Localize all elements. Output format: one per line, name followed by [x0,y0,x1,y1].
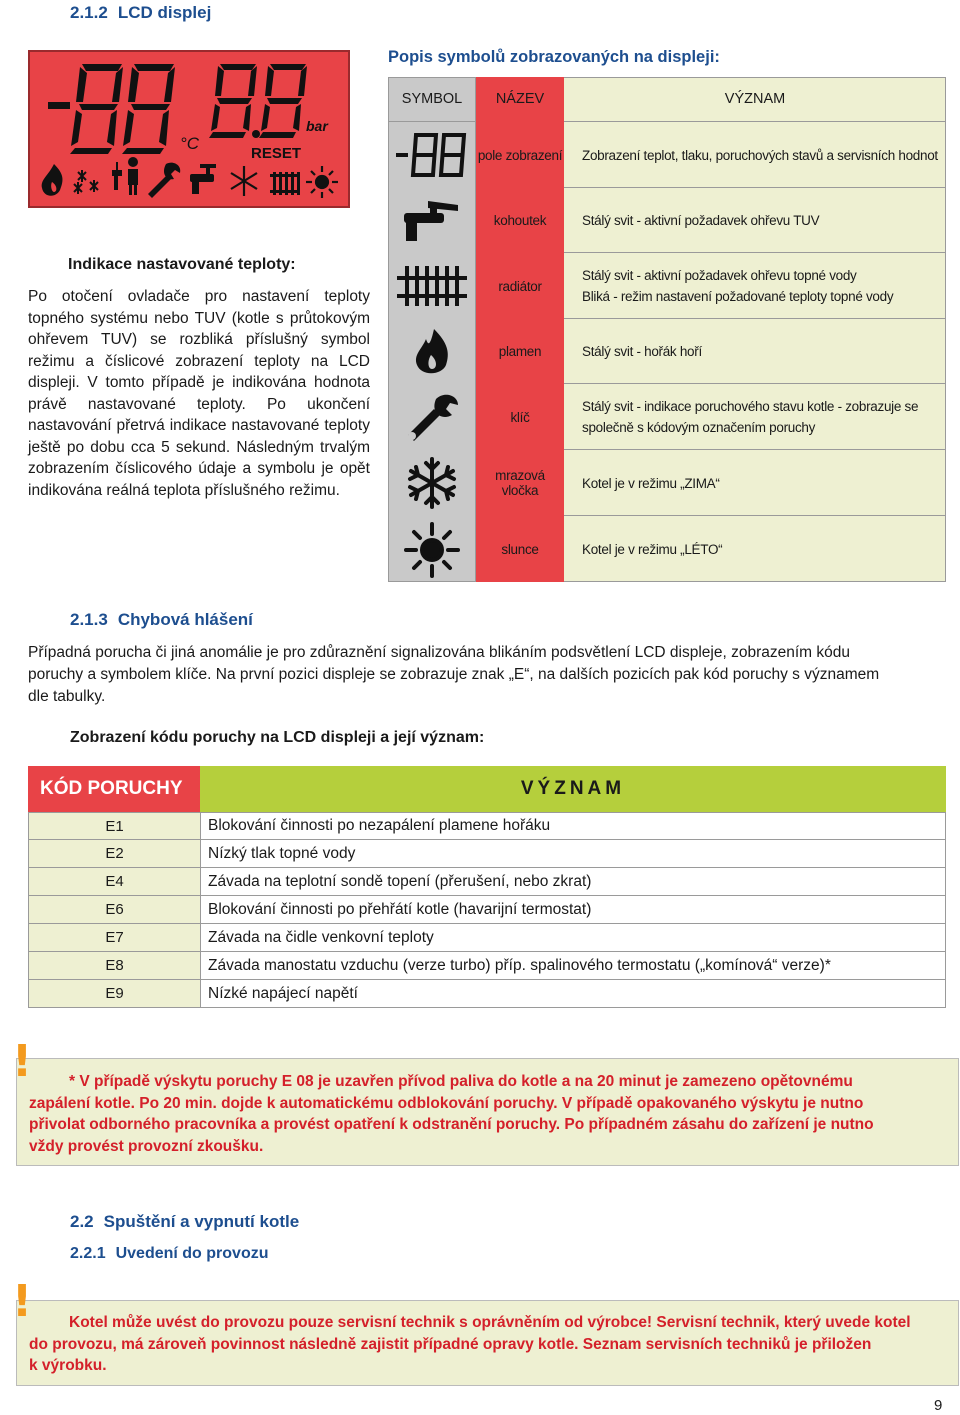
lcd-tap-person-icon [112,157,138,195]
error-code: E8 [29,952,201,979]
error-desc: Závada na čidle venkovní teploty [208,928,434,946]
meaning-line: Stálý svit - aktivní požadavek ohřevu topné vody [582,268,857,283]
symbol-table [388,77,946,582]
lcd-wrench-icon [148,163,180,198]
warning-text [29,1312,947,1377]
error-code: E6 [29,896,201,923]
lcd-digit-2 [122,64,175,154]
error-code: E7 [29,924,201,951]
lcd-sun-icon [306,166,338,198]
symbol-meaning [582,451,942,515]
meaning-line: Zobrazení teplot, tlaku, poruchových stavů a servisních hodnot [582,147,938,163]
section-number: 2.2 [70,1212,94,1231]
header-meaning: VÝZNAM [724,91,786,107]
warning-line: Kotel může uvést do provozu pouze servisní technik s oprávněním od výrobce! Servisní technik, který uvede kotel [69,1314,911,1331]
section-title: LCD displej [117,3,212,22]
row-divider [564,515,946,516]
lcd-icon-strip [42,157,338,198]
meaning-line: Stálý svit - indikace poruchového stavu kotle - zobrazuje se [582,399,919,414]
meaning-line: Stálý svit - hořák hoří [582,344,702,359]
error-description [28,642,948,708]
tap-icon [388,189,476,252]
error-desc: Blokování činnosti po přehřátí kotle (havarijní termostat) [208,900,592,918]
table-row [28,952,946,980]
warning-line: přivolat odborného pracovníka a provést opatření k odstranění poruchy. Po případném zásahu do zařízení je nutno [29,1116,874,1133]
section-heading-22 [70,1212,299,1232]
row-divider [564,252,946,253]
section-number: 2.1.2 [70,3,108,22]
header-code: KÓD PORUCHY [28,766,200,812]
header-meaning: VÝZNAM [200,766,946,812]
warning-line: zapálení kotle. Po 20 min. dojde k automatickému odblokování poruchy. V případě opakovaného výskytu je nutno [29,1094,864,1112]
row-divider [388,121,476,122]
symbol-meaning [582,385,942,449]
lcd-illustration [30,52,352,210]
symbol-name: pole zobrazení [477,147,563,163]
lcd-digit-1 [70,64,123,154]
section-heading-213 [70,610,253,630]
lcd-radiator-icon [270,172,300,195]
warning-line: vždy provést provozní zkoušku. [29,1137,264,1155]
symbol-meaning [582,517,942,582]
sun-icon [388,517,476,582]
snowflake-icon [388,451,476,515]
row-divider [564,449,946,450]
flame-icon [388,320,476,383]
digits-icon [388,123,476,187]
section-title: Spuštění a vypnutí kotle [103,1212,300,1231]
warning-text [29,1071,947,1157]
meaning-line: Kotel je v režimu „LÉTO“ [582,542,723,557]
warning-box-e08 [16,1058,959,1166]
text-line: dle tabulky. [28,688,106,705]
meaning-line: Kotel je v režimu „ZIMA“ [582,475,720,491]
table-row [28,980,946,1008]
table-row [28,896,946,924]
section-heading-212 [70,3,211,23]
meaning-line: společně s kódovým označením poruchy [582,420,816,435]
error-desc: Závada na teplotní sondě topení (přerušení, nebo zkrat) [208,872,592,890]
table-row [28,840,946,868]
wrench-icon [388,385,476,449]
symbol-name: slunce [501,542,539,557]
text-line: Případná porucha či jiná anomálie je pro zdůraznění signalizována blikáním podsvětlení LCD displeje, zobrazením kódu [28,644,850,661]
symbol-meaning [582,123,942,187]
symbol-name: plamen [498,344,542,359]
error-code: E4 [29,868,201,895]
lcd-reset-label: RESET [251,145,302,162]
warning-line: * V případě výskytu poruchy E 08 je uzavřen přívod paliva do kotle a na 20 minut je zamezeno opětovnému [69,1073,853,1090]
exclamation-icon: ! [12,1276,33,1327]
error-desc: Blokování činnosti po nezapálení plamene hořáku [208,817,551,834]
warning-line: do provozu, má zároveň povinnost následně zajistit případné opravy kotle. Seznam servisních techniků je přiložen [29,1335,872,1353]
error-code: E2 [29,840,201,867]
symbol-name: klíč [510,409,530,425]
lcd-digit-3 [209,64,257,138]
symbol-meaning [582,189,942,252]
error-code: E9 [29,980,201,1007]
meaning-line: Stálý svit - aktivní požadavek ohřevu TUV [582,213,820,228]
symbol-name: mrazová vločka [495,468,545,498]
section-title: Uvedení do provozu [115,1245,269,1262]
error-table-title: Zobrazení kódu poruchy na LCD displeji a její význam: [70,729,485,746]
section-number: 2.2.1 [70,1245,106,1262]
error-desc: Závada manostatu vzduchu (verze turbo) příp. spalinového termostatu („komínová“ verze)* [208,956,831,974]
symbol-meaning [582,320,942,383]
symbol-meaning [582,254,942,318]
lcd-digit-4 [259,64,307,138]
table-row [28,812,946,840]
page-number: 9 [934,1397,943,1414]
indication-text: Po otočení ovladače pro nastavení teploty topného systému nebo TUV (kotle s průtokovým ohřevem TUV) se rozbliká příslušný symbol režimu a číslicové zobrazení teploty na LCD displeji. V tomto případě je indikována hodnota právě nastavované teploty. Po ukončení nastavování přetrvá indikace nastavované teploty ještě po dobu cca 5 sekund. Následným trvalým zobrazením číslicového údaje a symbolu je opět indikována reálná teplota příslušného režimu. [28,288,370,499]
exclamation-icon: ! [12,1036,33,1087]
indication-title: Indikace nastavované teploty: [68,256,296,273]
warning-box-service [16,1300,959,1386]
lcd-snow-icon [74,170,98,194]
table-row [28,868,946,896]
text-line: poruchy a symbolem klíče. Na první pozici displeje se zobrazuje znak „E“, na dalších pozicích pak kód poruchy s významem [28,666,880,683]
symbol-name: radiátor [498,278,542,294]
lcd-display [28,50,350,208]
section-number: 2.1.3 [70,610,108,629]
header-symbol: SYMBOL [401,91,463,107]
lcd-flame-icon [42,164,63,196]
error-desc: Nízké napájecí napětí [208,984,358,1002]
section-title: Chybová hlášení [117,610,253,629]
row-divider [564,383,946,384]
lcd-snowflake-icon [231,166,257,196]
row-divider [564,187,946,188]
lcd-bar-label: bar [306,118,328,134]
lcd-celsius-label: °C [180,134,200,153]
row-divider [564,121,946,122]
error-code: E1 [29,813,201,839]
symbol-table-title: Popis symbolů zobrazovaných na displeji: [388,48,720,66]
section-heading-221 [70,1245,269,1263]
table-row [28,924,946,952]
symbol-name: kohoutek [493,213,547,228]
header-name: NÁZEV [495,91,545,107]
lcd-tap-icon [190,164,216,194]
row-divider [564,318,946,319]
radiator-icon [388,254,476,318]
warning-line: k výrobku. [29,1357,107,1374]
error-desc: Nízký tlak topné vody [208,844,356,862]
meaning-line: Bliká - režim nastavení požadované teploty topné vody [582,289,894,304]
